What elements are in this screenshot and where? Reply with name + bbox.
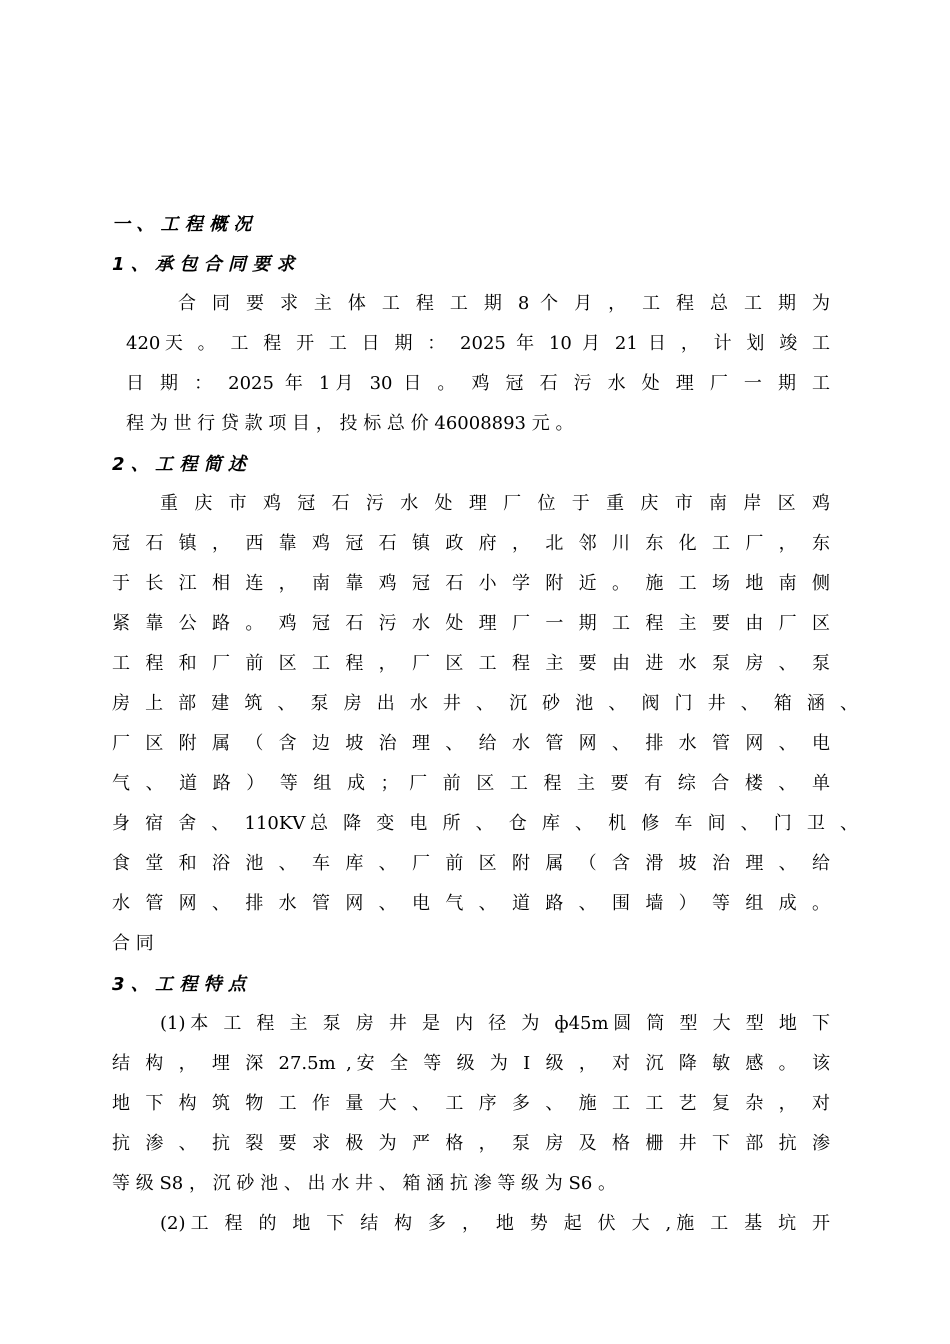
paragraph-line: 水 管 网 、 排 水 管 网 、 电 气 、 道 路 、 围 墙 ） 等 组 成 。	[112, 893, 830, 914]
paragraph-line: 结 构 ， 埋 深 27.5m ,安 全 等 级 为 Ⅰ 级 ， 对 沉 降 敏 感 。 该	[112, 1053, 830, 1074]
paragraph-line: (2)工 程 的 地 下 结 构 多 ， 地 势 起 伏 大 ,施 工 基 坑 开	[160, 1213, 830, 1234]
paragraph-line: 重 庆 市 鸡 冠 石 污 水 处 理 厂 位 于 重 庆 市 南 岸 区 鸡	[160, 493, 830, 514]
paragraph-line: 程 为 世 行 贷 款 项 目 ， 投 标 总 价 46008893 元 。	[126, 413, 574, 434]
paragraph-line: 工 程 和 厂 前 区 工 程 ， 厂 区 工 程 主 要 由 进 水 泵 房 、 泵	[112, 653, 830, 674]
paragraph-line: (1)本 工 程 主 泵 房 井 是 内 径 为 ф45m圆 筒 型 大 型 地 下	[160, 1013, 830, 1034]
paragraph-line: 抗 渗 、 抗 裂 要 求 极 为 严 格 ， 泵 房 及 格 栅 井 下 部 抗 渗	[112, 1133, 830, 1154]
paragraph-line: 等 级 S8 ， 沉 砂 池 、 出 水 井 、 箱 涵 抗 渗 等 级 为 S6 。	[112, 1173, 616, 1194]
paragraph-line: 房 上 部 建 筑 、 泵 房 出 水 井 、 沉 砂 池 、 阀 门 井 、 箱 涵 、	[112, 693, 858, 714]
paragraph-line: 合 同 要 求 主 体 工 程 工 期 8 个 月 ， 工 程 总 工 期 为	[178, 293, 830, 314]
section-heading-overview: 一 、 工 程 概 况	[112, 214, 252, 235]
paragraph-line: 合 同	[112, 933, 154, 954]
paragraph-line: 于 长 江 相 连 ， 南 靠 鸡 冠 石 小 学 附 近 。 施 工 场 地 南 侧	[112, 573, 830, 594]
paragraph-line: 食 堂 和 浴 池 、 车 库 、 厂 前 区 附 属 （ 含 滑 坡 治 理 、 给	[112, 853, 830, 874]
subsection-heading-contract: 1 、 承 包 合 同 要 求	[112, 254, 295, 275]
subsection-heading-characteristics: 3 、 工 程 特 点	[112, 974, 246, 995]
paragraph-line: 日 期 ： 2025 年 1月 30 日 。 鸡 冠 石 污 水 处 理 厂 一 期 工	[126, 373, 830, 394]
paragraph-line: 厂 区 附 属 （ 含 边 坡 治 理 、 给 水 管 网 、 排 水 管 网 、 电	[112, 733, 830, 754]
paragraph-line: 气 、 道 路 ） 等 组 成 ； 厂 前 区 工 程 主 要 有 综 合 楼 、 单	[112, 773, 830, 794]
paragraph-line: 紧 靠 公 路 。 鸡 冠 石 污 水 处 理 厂 一 期 工 程 主 要 由 厂 区	[112, 613, 830, 634]
paragraph-line: 420天 。 工 程 开 工 日 期 ： 2025 年 10 月 21 日 ， 计 划 竣 工	[126, 333, 830, 354]
paragraph-line: 冠 石 镇 ， 西 靠 鸡 冠 石 镇 政 府 ， 北 邻 川 东 化 工 厂 ， 东	[112, 533, 830, 554]
paragraph-line: 身 宿 舍 、 110KV总 降 变 电 所 、 仓 库 、 机 修 车 间 、 门 卫 、	[112, 813, 858, 834]
subsection-heading-description: 2 、 工 程 简 述	[112, 454, 246, 475]
paragraph-line: 地 下 构 筑 物 工 作 量 大 、 工 序 多 、 施 工 工 艺 复 杂 ， 对	[112, 1093, 830, 1114]
